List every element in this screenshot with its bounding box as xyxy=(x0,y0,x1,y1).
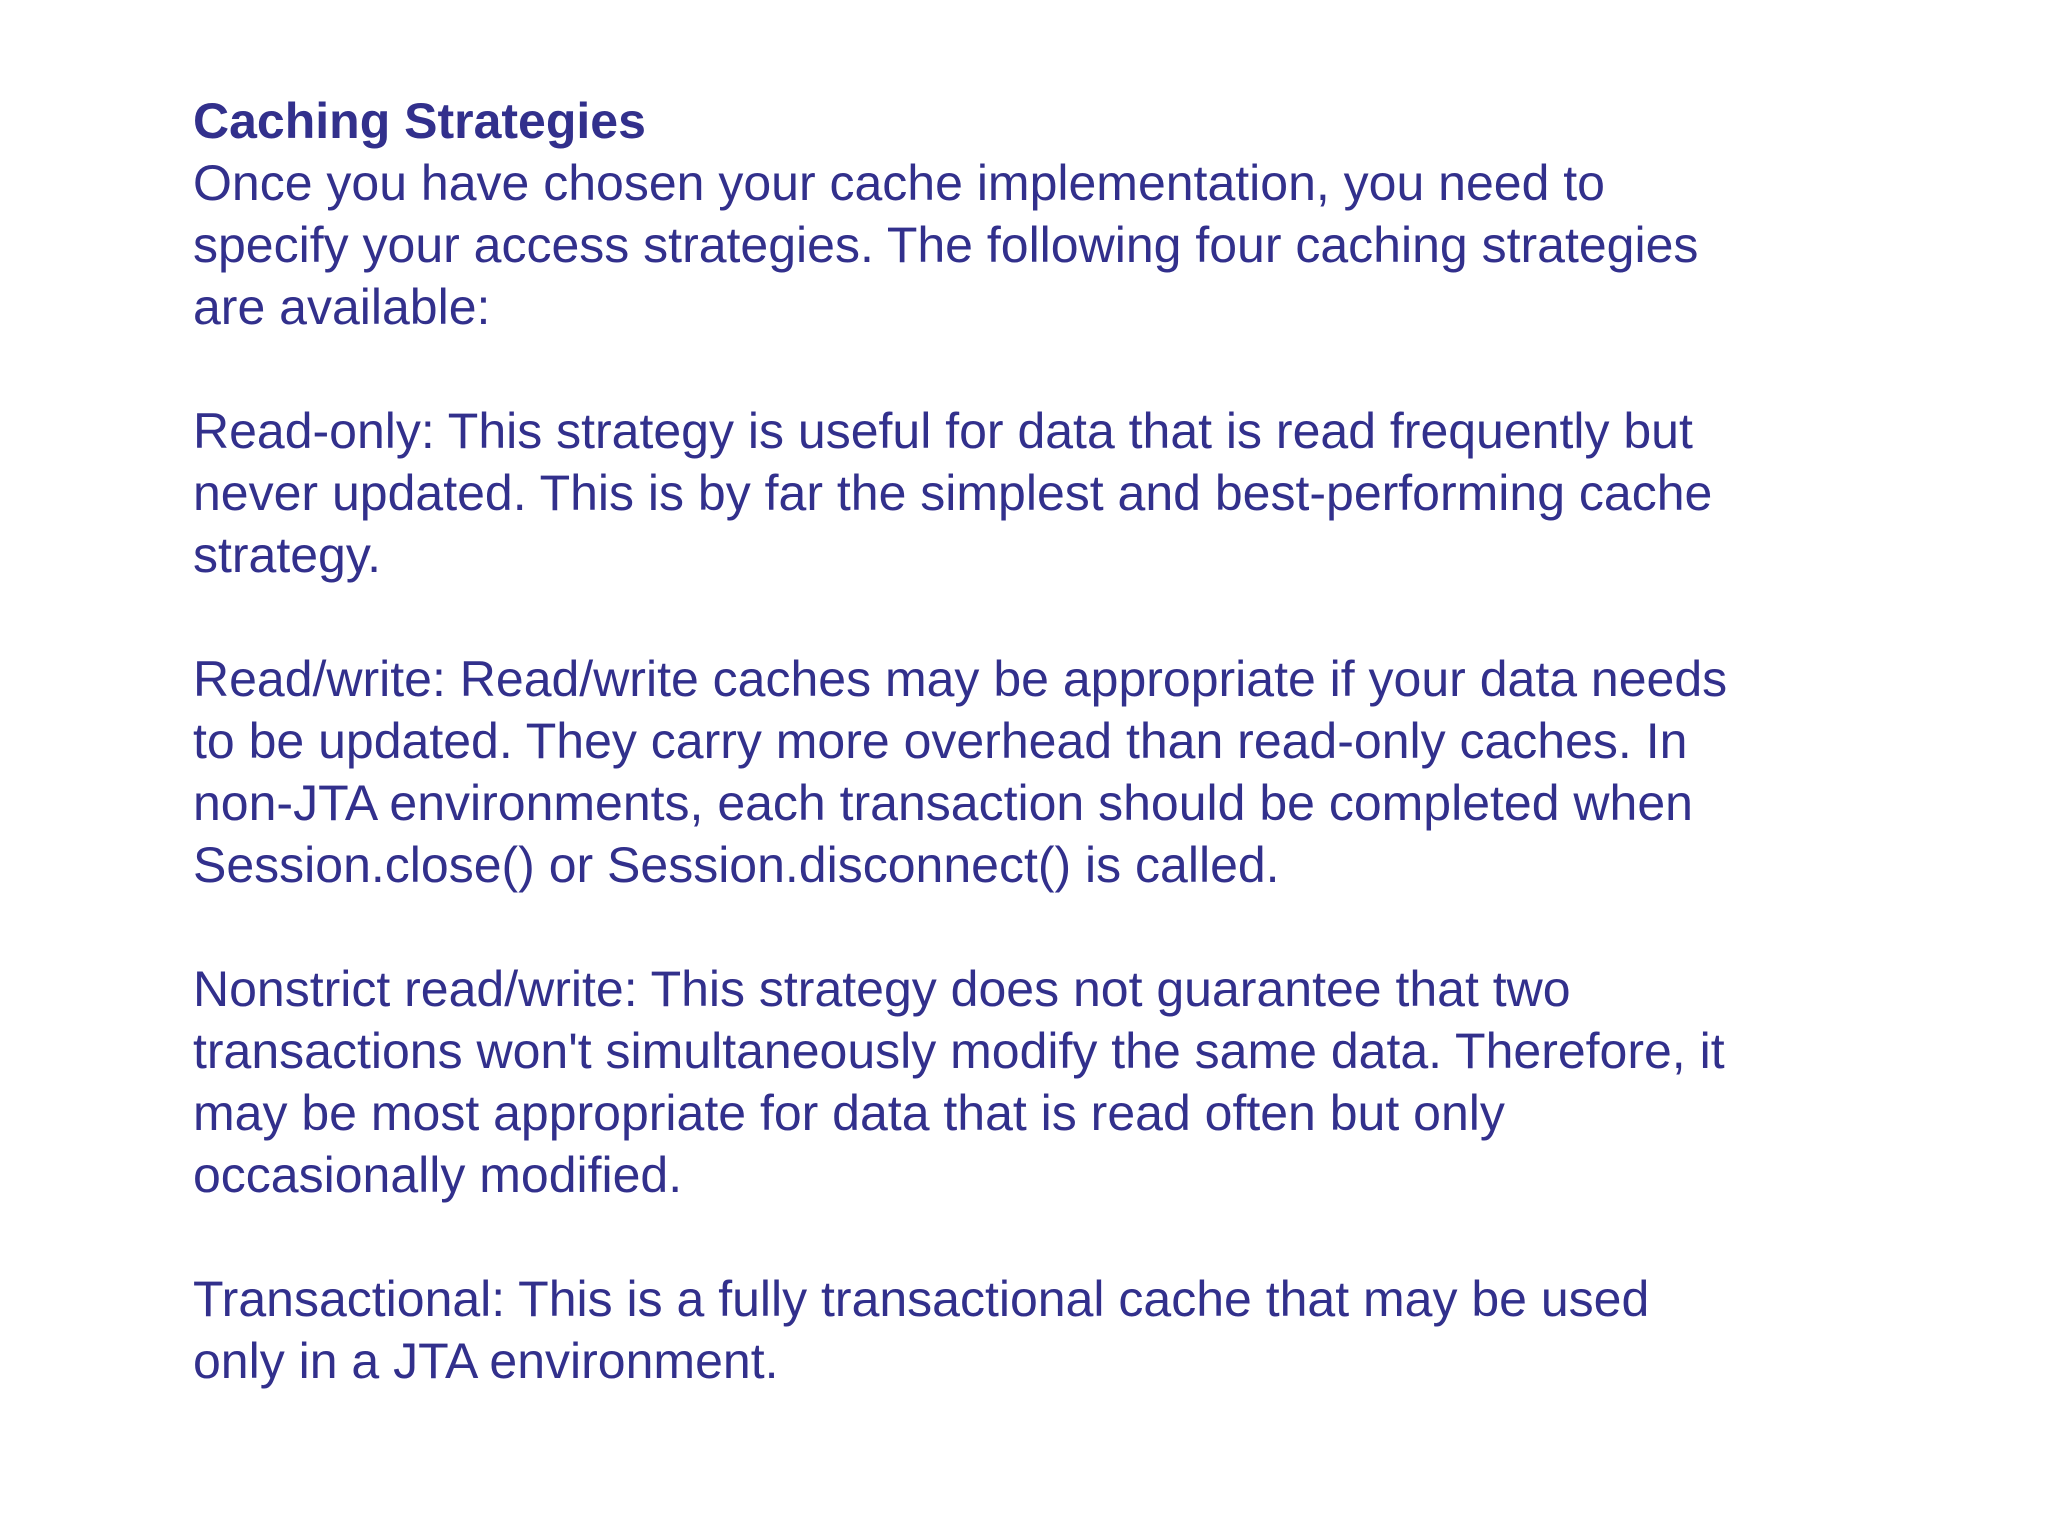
read-only-line: Read-only: This strategy is useful for data that is read frequently but xyxy=(193,403,1693,459)
nonstrict-line: may be most appropriate for data that is read often but only xyxy=(193,1085,1505,1141)
nonstrict-line: Nonstrict read/write: This strategy does not guarantee that two xyxy=(193,961,1571,1017)
slide-title: Caching Strategies xyxy=(193,93,646,149)
paragraph-spacer xyxy=(193,586,1893,648)
read-only-line: strategy. xyxy=(193,527,382,583)
read-only-line: never updated. This is by far the simplest and best-performing cache xyxy=(193,465,1713,521)
nonstrict-paragraph xyxy=(193,958,1893,1206)
read-write-line: Read/write: Read/write caches may be appropriate if your data needs xyxy=(193,651,1728,707)
read-write-line: non-JTA environments, each transaction should be completed when xyxy=(193,775,1693,831)
intro-paragraph xyxy=(193,152,1893,338)
read-write-paragraph xyxy=(193,648,1893,896)
paragraph-spacer xyxy=(193,896,1893,958)
intro-line: specify your access strategies. The following four caching strategies xyxy=(193,217,1699,273)
intro-line: are available: xyxy=(193,279,491,335)
slide-content xyxy=(193,90,1893,1392)
intro-line: Once you have chosen your cache implementation, you need to xyxy=(193,155,1605,211)
paragraph-spacer xyxy=(193,1206,1893,1268)
nonstrict-line: occasionally modified. xyxy=(193,1147,683,1203)
transactional-line: only in a JTA environment. xyxy=(193,1333,779,1389)
paragraph-spacer xyxy=(193,338,1893,400)
read-write-line: to be updated. They carry more overhead than read-only caches. In xyxy=(193,713,1688,769)
read-write-line: Session.close() or Session.disconnect() is called. xyxy=(193,837,1280,893)
nonstrict-line: transactions won't simultaneously modify the same data. Therefore, it xyxy=(193,1023,1725,1079)
transactional-line: Transactional: This is a fully transactional cache that may be used xyxy=(193,1271,1650,1327)
read-only-paragraph xyxy=(193,400,1893,586)
transactional-paragraph xyxy=(193,1268,1893,1392)
